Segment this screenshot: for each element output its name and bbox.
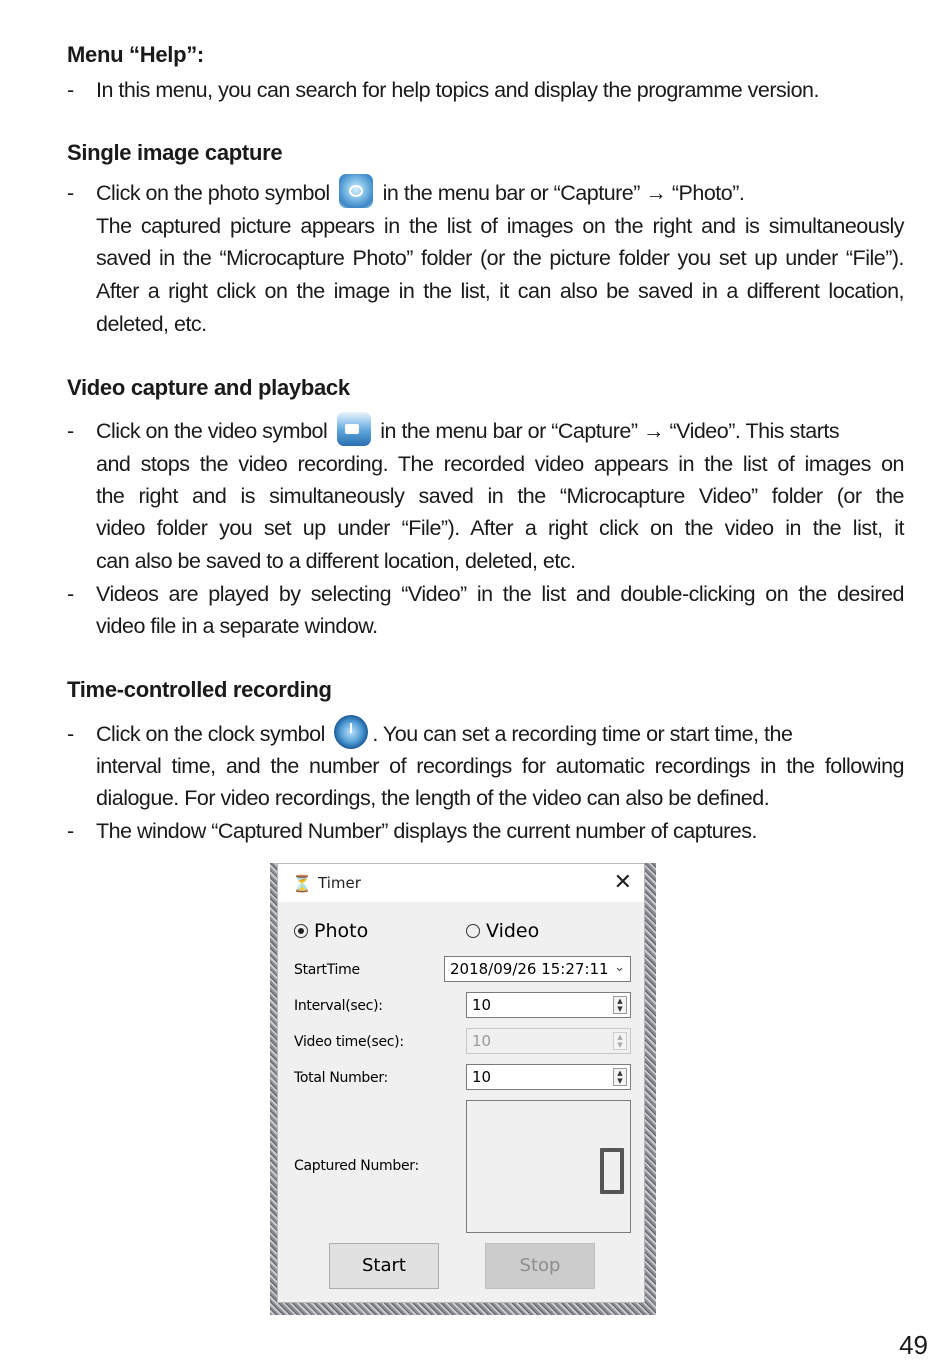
- single-capture-text-after-icon: in the menu bar or “Capture” → “Photo”.: [382, 181, 745, 205]
- captured-number-note: The window “Captured Number” displays the current number of captures.: [96, 819, 757, 843]
- stop-button: Stop: [485, 1243, 595, 1289]
- video-capture-line-4: video folder you set up under “File”). After a right click on the video in the list, it: [96, 516, 904, 540]
- total-number-stepper[interactable]: [466, 1064, 631, 1090]
- video-playback-line-2: video file in a separate window.: [96, 614, 378, 638]
- help-menu-heading: Menu “Help”:: [67, 42, 204, 67]
- bullet-dash: -: [67, 181, 75, 205]
- timed-recording-line-2: interval time, and the number of recordings for automatic recordings in the following: [96, 754, 904, 778]
- total-number-value: 10: [472, 1068, 492, 1086]
- captured-number-label: Captured Number:: [294, 1158, 419, 1174]
- video-capture-icon: [337, 412, 371, 446]
- single-capture-line-4: After a right click on the image in the list, it can also be saved in a different location,: [96, 279, 904, 303]
- radio-video[interactable]: [466, 920, 539, 942]
- dialog-titlebar: [278, 864, 644, 902]
- seven-segment-digit: [600, 1148, 624, 1194]
- video-capture-line-5: can also be saved to a different location, deleted, etc.: [96, 549, 576, 573]
- video-capture-line-3: the right and is simultaneously saved in the “Microcapture Video” folder (or the: [96, 484, 904, 508]
- spinner-icon[interactable]: ▲ ▼: [613, 1068, 627, 1086]
- close-icon[interactable]: ✕: [613, 870, 632, 895]
- bullet-dash: -: [67, 78, 75, 102]
- timer-icon: ⏳: [292, 874, 312, 893]
- video-capture-line-2: and stops the video recording. The recorded video appears in the list of images on: [96, 452, 904, 476]
- video-time-stepper: [466, 1028, 631, 1054]
- interval-label: Interval(sec):: [294, 998, 383, 1014]
- video-capture-text-after-icon: in the menu bar or “Capture” → “Video”. This starts: [380, 419, 840, 443]
- video-playback-line-1: Videos are played by selecting “Video” in the list and double-clicking on the desired: [96, 582, 904, 606]
- single-capture-heading: Single image capture: [67, 140, 283, 165]
- radio-video-label: Video: [486, 920, 540, 942]
- bullet-dash: -: [67, 819, 75, 843]
- video-time-label: Video time(sec):: [294, 1034, 404, 1050]
- timer-dialog-screenshot: [270, 863, 656, 1315]
- page-number: 49: [899, 1330, 928, 1360]
- bullet-dash: -: [67, 722, 75, 746]
- clock-icon: [334, 715, 368, 749]
- single-capture-line-3: saved in the “Microcapture Photo” folder (or the picture folder you set up under “File”).: [96, 246, 904, 270]
- chevron-down-icon[interactable]: ⌄: [614, 960, 625, 975]
- bullet-dash: -: [67, 582, 75, 606]
- interval-value: 10: [472, 996, 492, 1014]
- start-time-picker[interactable]: [444, 956, 631, 982]
- timer-dialog: [277, 863, 645, 1303]
- start-time-value: 2018/09/26 15:27:11: [450, 960, 609, 978]
- spinner-icon: ▲ ▼: [613, 1032, 627, 1050]
- help-menu-text: In this menu, you can search for help topics and display the programme version.: [96, 78, 819, 102]
- single-capture-line-2: The captured picture appears in the list of images on the right and is simultaneously: [96, 214, 904, 238]
- spinner-icon[interactable]: ▲ ▼: [613, 996, 627, 1014]
- start-button[interactable]: Start: [329, 1243, 439, 1289]
- total-number-label: Total Number:: [294, 1070, 388, 1086]
- video-capture-text-before-icon: Click on the video symbol: [96, 419, 328, 443]
- video-time-value: 10: [472, 1032, 492, 1050]
- start-time-label: StartTime: [294, 962, 360, 978]
- bullet-dash: -: [67, 419, 75, 443]
- radio-photo[interactable]: [294, 920, 368, 942]
- video-capture-heading: Video capture and playback: [67, 375, 350, 400]
- single-capture-line-5: deleted, etc.: [96, 312, 207, 336]
- timed-recording-text-after-icon: . You can set a recording time or start time, the: [372, 722, 793, 746]
- timed-recording-text-before-icon: Click on the clock symbol: [96, 722, 325, 746]
- dialog-title: Timer: [318, 874, 361, 892]
- radio-photo-indicator: [294, 924, 308, 938]
- interval-stepper[interactable]: [466, 992, 631, 1018]
- timed-recording-heading: Time-controlled recording: [67, 677, 332, 702]
- radio-video-indicator: [466, 924, 480, 938]
- timed-recording-line-3: dialogue. For video recordings, the length of the video can also be defined.: [96, 786, 770, 810]
- video-capture-line-1: [96, 417, 904, 446]
- radio-photo-label: Photo: [314, 920, 369, 942]
- single-capture-line-1: [96, 179, 904, 208]
- photo-capture-icon: [339, 174, 373, 208]
- captured-number-display: [466, 1100, 631, 1233]
- timed-recording-line-1: [96, 720, 904, 749]
- single-capture-text-before-icon: Click on the photo symbol: [96, 181, 330, 205]
